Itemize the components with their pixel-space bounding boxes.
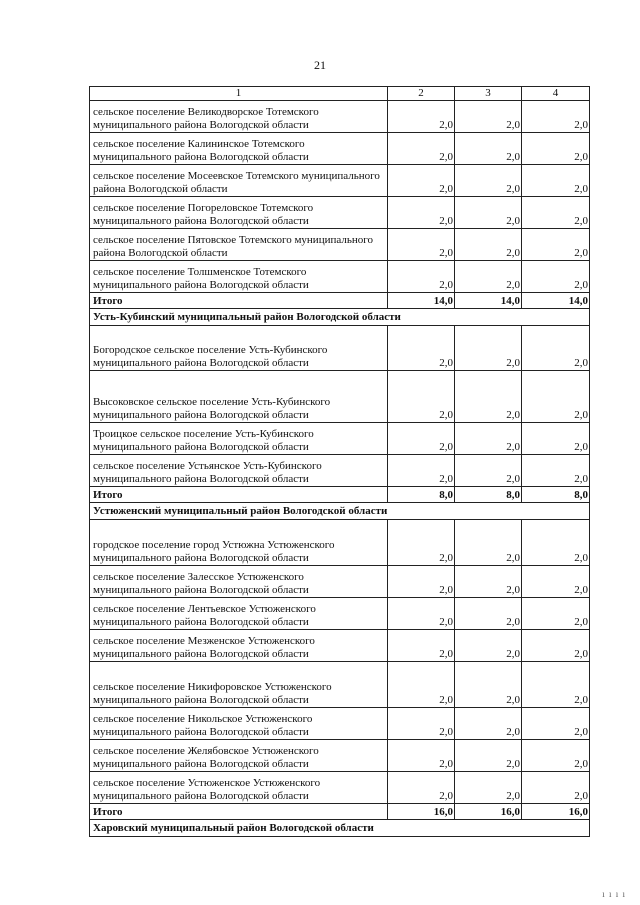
value-col-3: 2,0: [455, 229, 522, 261]
value-col-3: 2,0: [455, 101, 522, 133]
settlement-name: сельское поселение Мосеевское Тотемского муниципального района Вологодской области: [90, 165, 388, 197]
settlement-name: сельское поселение Толшменское Тотемского муниципального района Вологодской области: [90, 261, 388, 293]
value-col-2: 2,0: [388, 229, 455, 261]
value-col-4: 2,0: [522, 371, 590, 423]
settlement-name: сельское поселение Устьянское Усть-Кубинского муниципального района Вологодской области: [90, 455, 388, 487]
value-col-3: 2,0: [455, 520, 522, 566]
value-col-2: 14,0: [388, 293, 455, 309]
value-col-4: 2,0: [522, 740, 590, 772]
value-col-4: 2,0: [522, 261, 590, 293]
district-name: Харовский муниципальный район Вологодской области: [90, 820, 590, 837]
value-col-2: 2,0: [388, 197, 455, 229]
value-col-3: 2,0: [455, 740, 522, 772]
value-col-4: 8,0: [522, 487, 590, 503]
district-section-row: [90, 309, 590, 326]
settlement-row: [90, 662, 590, 708]
value-col-3: 2,0: [455, 326, 522, 371]
settlement-row: [90, 566, 590, 598]
value-col-2: 2,0: [388, 371, 455, 423]
column-header-row: [90, 87, 590, 101]
column-header-1: 1: [90, 87, 388, 101]
settlement-name: сельское поселение Великодворское Тотемского муниципального района Вологодской области: [90, 101, 388, 133]
value-col-3: 2,0: [455, 566, 522, 598]
value-col-4: 2,0: [522, 520, 590, 566]
value-col-4: 14,0: [522, 293, 590, 309]
settlement-name: сельское поселение Устюженское Устюженского муниципального района Вологодской области: [90, 772, 388, 804]
settlement-name: сельское поселение Пятовское Тотемского муниципального района Вологодской области: [90, 229, 388, 261]
value-col-2: 2,0: [388, 520, 455, 566]
value-col-2: 2,0: [388, 261, 455, 293]
value-col-3: 2,0: [455, 165, 522, 197]
total-row: [90, 804, 590, 820]
settlement-name: сельское поселение Никифоровское Устюженского муниципального района Вологодской области: [90, 662, 388, 708]
value-col-2: 2,0: [388, 165, 455, 197]
page-number: 21: [314, 58, 326, 72]
settlement-row: [90, 101, 590, 133]
value-col-3: 2,0: [455, 598, 522, 630]
value-col-4: 2,0: [522, 197, 590, 229]
value-col-2: 2,0: [388, 662, 455, 708]
footer-marks: ı ı ı ı: [602, 889, 626, 899]
settlement-name: Богородское сельское поселение Усть-Кубинского муниципального района Вологодской области: [90, 326, 388, 371]
settlement-row: [90, 165, 590, 197]
value-col-2: 2,0: [388, 740, 455, 772]
value-col-2: 2,0: [388, 423, 455, 455]
value-col-4: 2,0: [522, 598, 590, 630]
settlement-name: сельское поселение Залесское Устюженского муниципального района Вологодской области: [90, 566, 388, 598]
value-col-3: 2,0: [455, 708, 522, 740]
settlement-row: [90, 133, 590, 165]
settlement-name: сельское поселение Желябовское Устюженского муниципального района Вологодской области: [90, 740, 388, 772]
value-col-3: 8,0: [455, 487, 522, 503]
value-col-3: 2,0: [455, 371, 522, 423]
value-col-2: 2,0: [388, 101, 455, 133]
value-col-4: 2,0: [522, 423, 590, 455]
value-col-3: 2,0: [455, 133, 522, 165]
value-col-3: 2,0: [455, 662, 522, 708]
settlement-row: [90, 423, 590, 455]
settlement-name: городское поселение город Устюжна Устюженского муниципального района Вологодской области: [90, 520, 388, 566]
column-header-4: 4: [522, 87, 590, 101]
value-col-2: 2,0: [388, 566, 455, 598]
settlement-row: [90, 455, 590, 487]
value-col-3: 2,0: [455, 423, 522, 455]
value-col-2: 2,0: [388, 133, 455, 165]
settlement-name: сельское поселение Лентьевское Устюженского муниципального района Вологодской области: [90, 598, 388, 630]
total-label: Итого: [90, 804, 388, 820]
allocation-table: [89, 86, 590, 837]
value-col-4: 16,0: [522, 804, 590, 820]
settlement-row: [90, 630, 590, 662]
total-row: [90, 293, 590, 309]
value-col-2: 2,0: [388, 455, 455, 487]
total-row: [90, 487, 590, 503]
settlement-row: [90, 740, 590, 772]
settlement-row: [90, 708, 590, 740]
value-col-4: 2,0: [522, 101, 590, 133]
settlement-name: сельское поселение Калининское Тотемского муниципального района Вологодской области: [90, 133, 388, 165]
value-col-4: 2,0: [522, 566, 590, 598]
settlement-row: [90, 197, 590, 229]
value-col-3: 2,0: [455, 197, 522, 229]
value-col-4: 2,0: [522, 165, 590, 197]
settlement-row: [90, 520, 590, 566]
settlement-row: [90, 261, 590, 293]
value-col-4: 2,0: [522, 133, 590, 165]
column-header-3: 3: [455, 87, 522, 101]
settlement-name: сельское поселение Никольское Устюженского муниципального района Вологодской области: [90, 708, 388, 740]
value-col-3: 2,0: [455, 261, 522, 293]
value-col-2: 2,0: [388, 326, 455, 371]
settlement-row: [90, 371, 590, 423]
value-col-4: 2,0: [522, 630, 590, 662]
settlement-row: [90, 772, 590, 804]
column-header-2: 2: [388, 87, 455, 101]
district-section-row: [90, 820, 590, 837]
district-name: Устюженский муниципальный район Вологодской области: [90, 503, 590, 520]
value-col-2: 8,0: [388, 487, 455, 503]
value-col-3: 2,0: [455, 630, 522, 662]
settlement-row: [90, 598, 590, 630]
value-col-2: 2,0: [388, 772, 455, 804]
total-label: Итого: [90, 487, 388, 503]
value-col-4: 2,0: [522, 229, 590, 261]
value-col-2: 16,0: [388, 804, 455, 820]
settlement-name: сельское поселение Погореловское Тотемского муниципального района Вологодской области: [90, 197, 388, 229]
district-name: Усть-Кубинский муниципальный район Вологодской области: [90, 309, 590, 326]
value-col-2: 2,0: [388, 598, 455, 630]
settlement-row: [90, 229, 590, 261]
value-col-3: 2,0: [455, 772, 522, 804]
value-col-2: 2,0: [388, 708, 455, 740]
value-col-3: 2,0: [455, 455, 522, 487]
value-col-3: 16,0: [455, 804, 522, 820]
settlement-name: Высоковское сельское поселение Усть-Кубинского муниципального района Вологодской области: [90, 371, 388, 423]
total-label: Итого: [90, 293, 388, 309]
value-col-4: 2,0: [522, 662, 590, 708]
value-col-4: 2,0: [522, 772, 590, 804]
settlement-name: сельское поселение Мезженское Устюженского муниципального района Вологодской области: [90, 630, 388, 662]
district-section-row: [90, 503, 590, 520]
value-col-4: 2,0: [522, 455, 590, 487]
value-col-3: 14,0: [455, 293, 522, 309]
value-col-4: 2,0: [522, 708, 590, 740]
table-body: [90, 87, 590, 837]
value-col-2: 2,0: [388, 630, 455, 662]
settlement-name: Троицкое сельское поселение Усть-Кубинского муниципального района Вологодской области: [90, 423, 388, 455]
value-col-4: 2,0: [522, 326, 590, 371]
settlement-row: [90, 326, 590, 371]
